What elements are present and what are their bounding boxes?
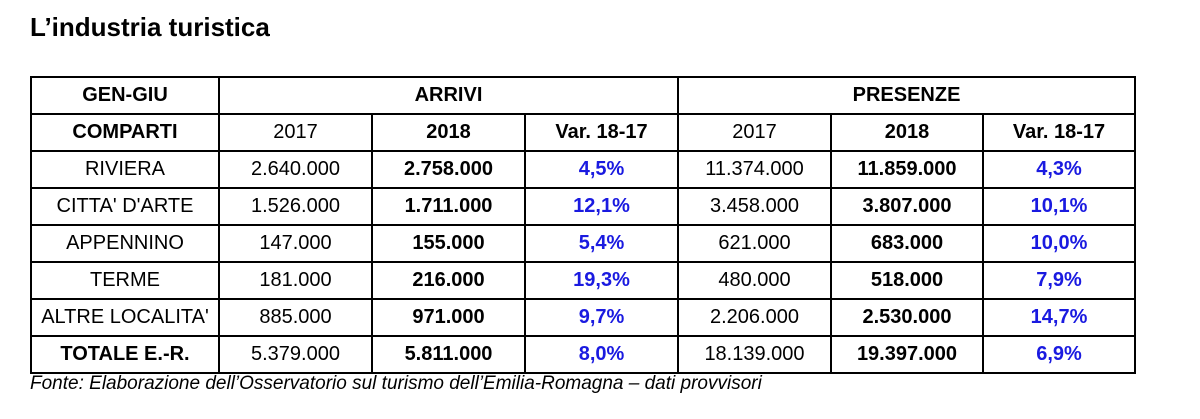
- source-footnote: Fonte: Elaborazione dell’Osservatorio sul turismo dell’Emilia-Romagna – dati provvisori: [30, 373, 762, 394]
- column-header: 2017: [678, 114, 831, 151]
- cell-variation: 6,9%: [983, 336, 1135, 373]
- cell-value: 11.859.000: [831, 151, 983, 188]
- cell-variation: 5,4%: [525, 225, 678, 262]
- tourism-table: [30, 76, 1136, 374]
- cell-value: 19.397.000: [831, 336, 983, 373]
- cell-value: 5.811.000: [372, 336, 525, 373]
- cell-value: 480.000: [678, 262, 831, 299]
- cell-variation: 8,0%: [525, 336, 678, 373]
- cell-value: 2.758.000: [372, 151, 525, 188]
- cell-value: 3.458.000: [678, 188, 831, 225]
- cell-value: 155.000: [372, 225, 525, 262]
- cell-value: 147.000: [219, 225, 372, 262]
- cell-value: 971.000: [372, 299, 525, 336]
- cell-variation: 7,9%: [983, 262, 1135, 299]
- row-label: RIVIERA: [31, 151, 219, 188]
- cell-value: 2.640.000: [219, 151, 372, 188]
- row-label: CITTA' D'ARTE: [31, 188, 219, 225]
- row-label: APPENNINO: [31, 225, 219, 262]
- cell-value: 11.374.000: [678, 151, 831, 188]
- cell-variation: 9,7%: [525, 299, 678, 336]
- group-header-arrivi: ARRIVI: [219, 77, 678, 114]
- cell-variation: 12,1%: [525, 188, 678, 225]
- cell-value: 5.379.000: [219, 336, 372, 373]
- cell-value: 216.000: [372, 262, 525, 299]
- row-label: TERME: [31, 262, 219, 299]
- row-label: TOTALE E.-R.: [31, 336, 219, 373]
- cell-variation: 14,7%: [983, 299, 1135, 336]
- cell-value: 1.711.000: [372, 188, 525, 225]
- column-header: 2018: [831, 114, 983, 151]
- cell-value: 518.000: [831, 262, 983, 299]
- page-title: L’industria turistica: [30, 12, 270, 42]
- cell-variation: 19,3%: [525, 262, 678, 299]
- table-row: [31, 188, 1135, 225]
- table-row: [31, 151, 1135, 188]
- cell-value: 683.000: [831, 225, 983, 262]
- group-header-row: [31, 77, 1135, 114]
- cell-value: 181.000: [219, 262, 372, 299]
- cell-variation: 4,3%: [983, 151, 1135, 188]
- table-row: [31, 299, 1135, 336]
- column-header: 2018: [372, 114, 525, 151]
- column-header: Var. 18-17: [525, 114, 678, 151]
- column-header-row: [31, 114, 1135, 151]
- table-row-total: [31, 336, 1135, 373]
- column-header: COMPARTI: [31, 114, 219, 151]
- cell-value: 18.139.000: [678, 336, 831, 373]
- column-header: Var. 18-17: [983, 114, 1135, 151]
- column-header: 2017: [219, 114, 372, 151]
- group-header-presenze: PRESENZE: [678, 77, 1135, 114]
- cell-variation: 4,5%: [525, 151, 678, 188]
- cell-value: 2.206.000: [678, 299, 831, 336]
- cell-value: 2.530.000: [831, 299, 983, 336]
- cell-value: 1.526.000: [219, 188, 372, 225]
- row-label: ALTRE LOCALITA': [31, 299, 219, 336]
- cell-value: 3.807.000: [831, 188, 983, 225]
- cell-variation: 10,1%: [983, 188, 1135, 225]
- corner-label: GEN-GIU: [31, 77, 219, 114]
- cell-value: 885.000: [219, 299, 372, 336]
- cell-value: 621.000: [678, 225, 831, 262]
- table-row: [31, 262, 1135, 299]
- table-row: [31, 225, 1135, 262]
- cell-variation: 10,0%: [983, 225, 1135, 262]
